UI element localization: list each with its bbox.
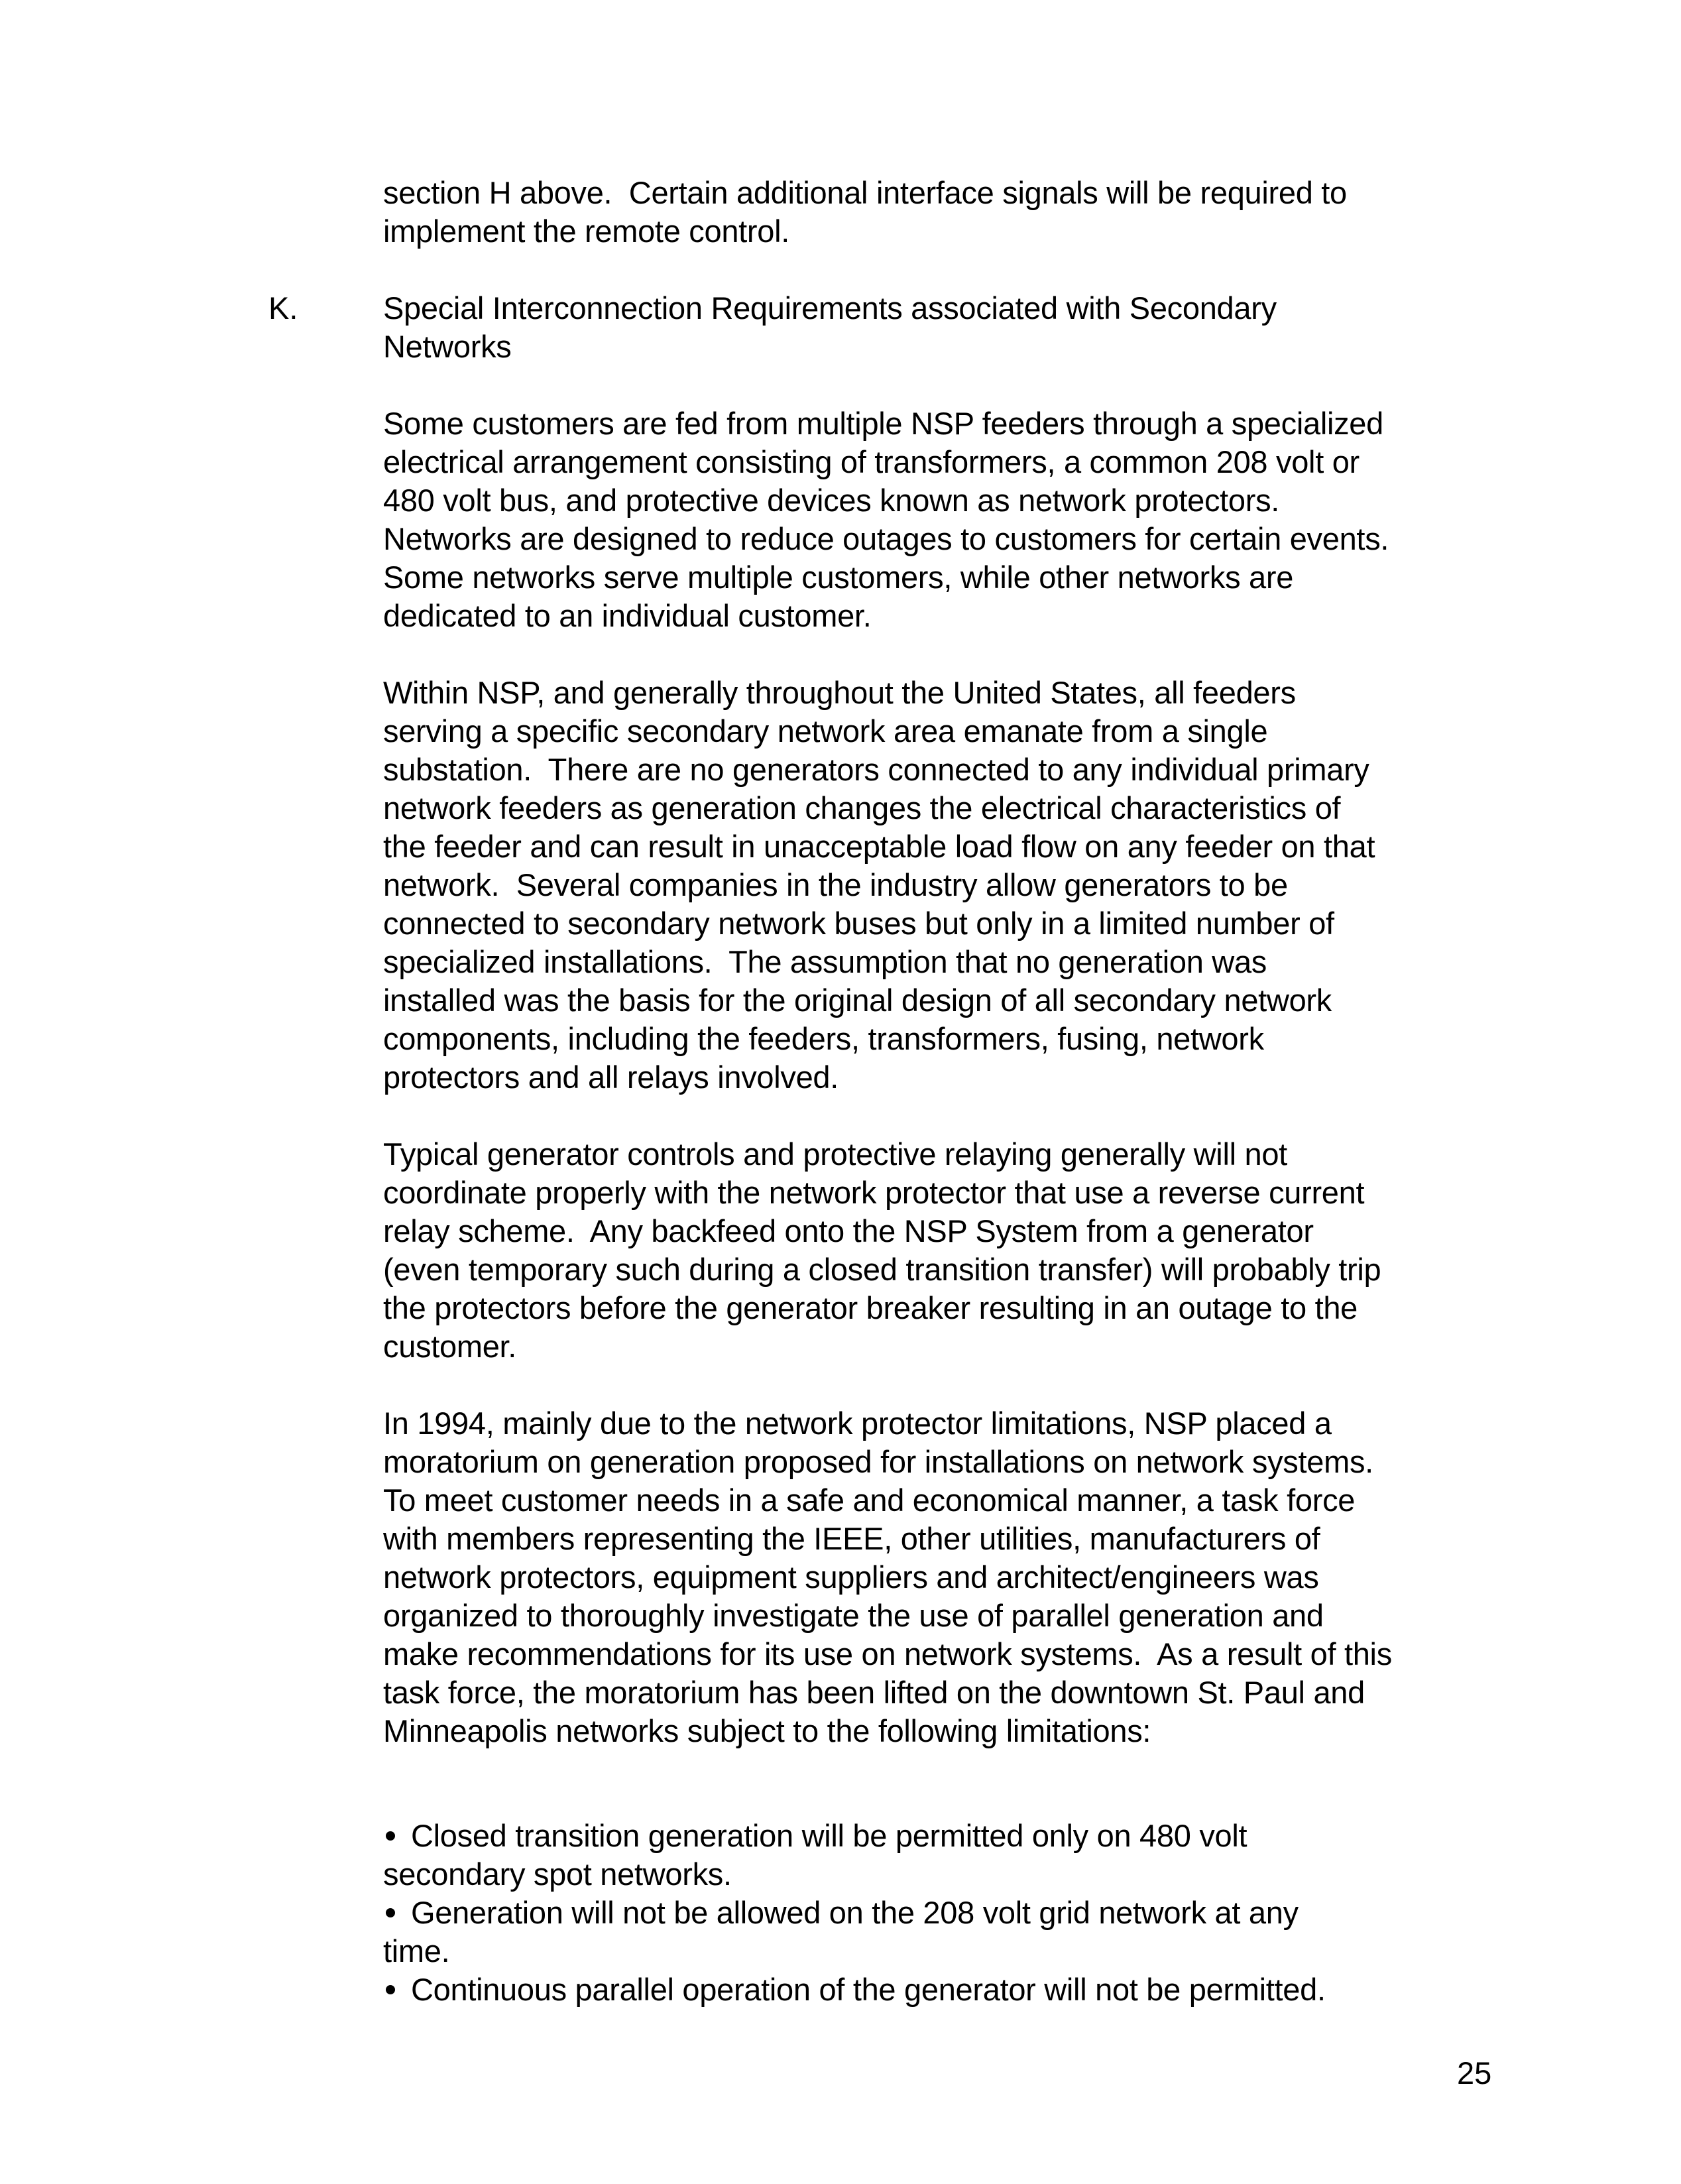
text-line: network. Several companies in the industry allow generators to be xyxy=(383,867,1288,902)
list-item xyxy=(383,1817,1550,1894)
text-line: with members representing the IEEE, other utilities, manufacturers of xyxy=(383,1521,1320,1556)
list-item xyxy=(383,1971,1550,2009)
text-line: connected to secondary network buses but only in a limited number of xyxy=(383,906,1334,941)
text-line: serving a specific secondary network area emanate from a single xyxy=(383,713,1268,749)
text-line: electrical arrangement consisting of transformers, a common 208 volt or xyxy=(383,444,1360,479)
text-line: coordinate properly with the network protector that use a reverse current xyxy=(383,1175,1365,1210)
text-line: (even temporary such during a closed transition transfer) will probably trip xyxy=(383,1252,1381,1287)
text-line: relay scheme. Any backfeed onto the NSP System from a generator xyxy=(383,1213,1314,1248)
limitations-list xyxy=(383,1817,1550,2009)
continuation-paragraph xyxy=(383,174,1550,251)
bullet-icon xyxy=(386,1908,395,1917)
text-line: 480 volt bus, and protective devices known as network protectors. xyxy=(383,483,1280,518)
list-item-continuation: time. xyxy=(383,1933,450,1969)
section-heading xyxy=(383,289,1550,366)
list-item-text: Continuous parallel operation of the generator will not be permitted. xyxy=(411,1972,1326,2007)
text-line: implement the remote control. xyxy=(383,213,790,249)
text-line: substation. There are no generators connected to any individual primary xyxy=(383,752,1369,787)
text-line: task force, the moratorium has been lifted on the downtown St. Paul and xyxy=(383,1675,1365,1710)
paragraph-nsp-feeders xyxy=(383,674,1550,1097)
list-item-continuation: secondary spot networks. xyxy=(383,1856,732,1892)
text-line: section H above. Certain additional interface signals will be required to xyxy=(383,175,1347,210)
list-item-text: Closed transition generation will be permitted only on 480 volt xyxy=(411,1818,1247,1853)
text-line: installed was the basis for the original design of all secondary network xyxy=(383,983,1332,1018)
text-line: network protectors, equipment suppliers and architect/engineers was xyxy=(383,1559,1319,1595)
list-item-text: Generation will not be allowed on the 208 volt grid network at any xyxy=(411,1895,1299,1930)
text-line: the protectors before the generator breaker resulting in an outage to the xyxy=(383,1290,1358,1325)
text-line: moratorium on generation proposed for installations on network systems. xyxy=(383,1444,1373,1479)
text-line: the feeder and can result in unacceptable load flow on any feeder on that xyxy=(383,829,1375,864)
text-line: protectors and all relays involved. xyxy=(383,1060,839,1095)
text-line: components, including the feeders, transformers, fusing, network xyxy=(383,1021,1264,1056)
bullet-icon xyxy=(386,1831,395,1841)
text-line: Within NSP, and generally throughout the United States, all feeders xyxy=(383,675,1296,710)
text-line: Some customers are fed from multiple NSP feeders through a specialized xyxy=(383,406,1383,441)
page-number: 25 xyxy=(1457,2055,1492,2091)
section-letter: K. xyxy=(268,290,298,326)
text-line: network feeders as generation changes the electrical characteristics of xyxy=(383,790,1341,825)
text-line: make recommendations for its use on network systems. As a result of this xyxy=(383,1636,1392,1671)
paragraph-generator-controls xyxy=(383,1135,1550,1366)
list-item xyxy=(383,1894,1550,1971)
text-line: customer. xyxy=(383,1329,517,1364)
heading-line: Special Interconnection Requirements associated with Secondary xyxy=(383,290,1277,326)
text-line: Networks are designed to reduce outages to customers for certain events. xyxy=(383,521,1389,556)
text-line: Typical generator controls and protective relaying generally will not xyxy=(383,1136,1287,1172)
text-line: organized to thoroughly investigate the use of parallel generation and xyxy=(383,1598,1324,1633)
bullet-icon xyxy=(386,1985,395,1994)
text-line: In 1994, mainly due to the network protector limitations, NSP placed a xyxy=(383,1406,1332,1441)
text-line: To meet customer needs in a safe and economical manner, a task force xyxy=(383,1483,1356,1518)
text-line: Minneapolis networks subject to the following limitations: xyxy=(383,1713,1151,1748)
text-line: dedicated to an individual customer. xyxy=(383,598,872,633)
paragraph-network-description xyxy=(383,404,1550,635)
text-line: specialized installations. The assumption that no generation was xyxy=(383,944,1267,979)
text-line: Some networks serve multiple customers, while other networks are xyxy=(383,560,1294,595)
paragraph-moratorium xyxy=(383,1404,1550,1750)
heading-line: Networks xyxy=(383,329,512,364)
